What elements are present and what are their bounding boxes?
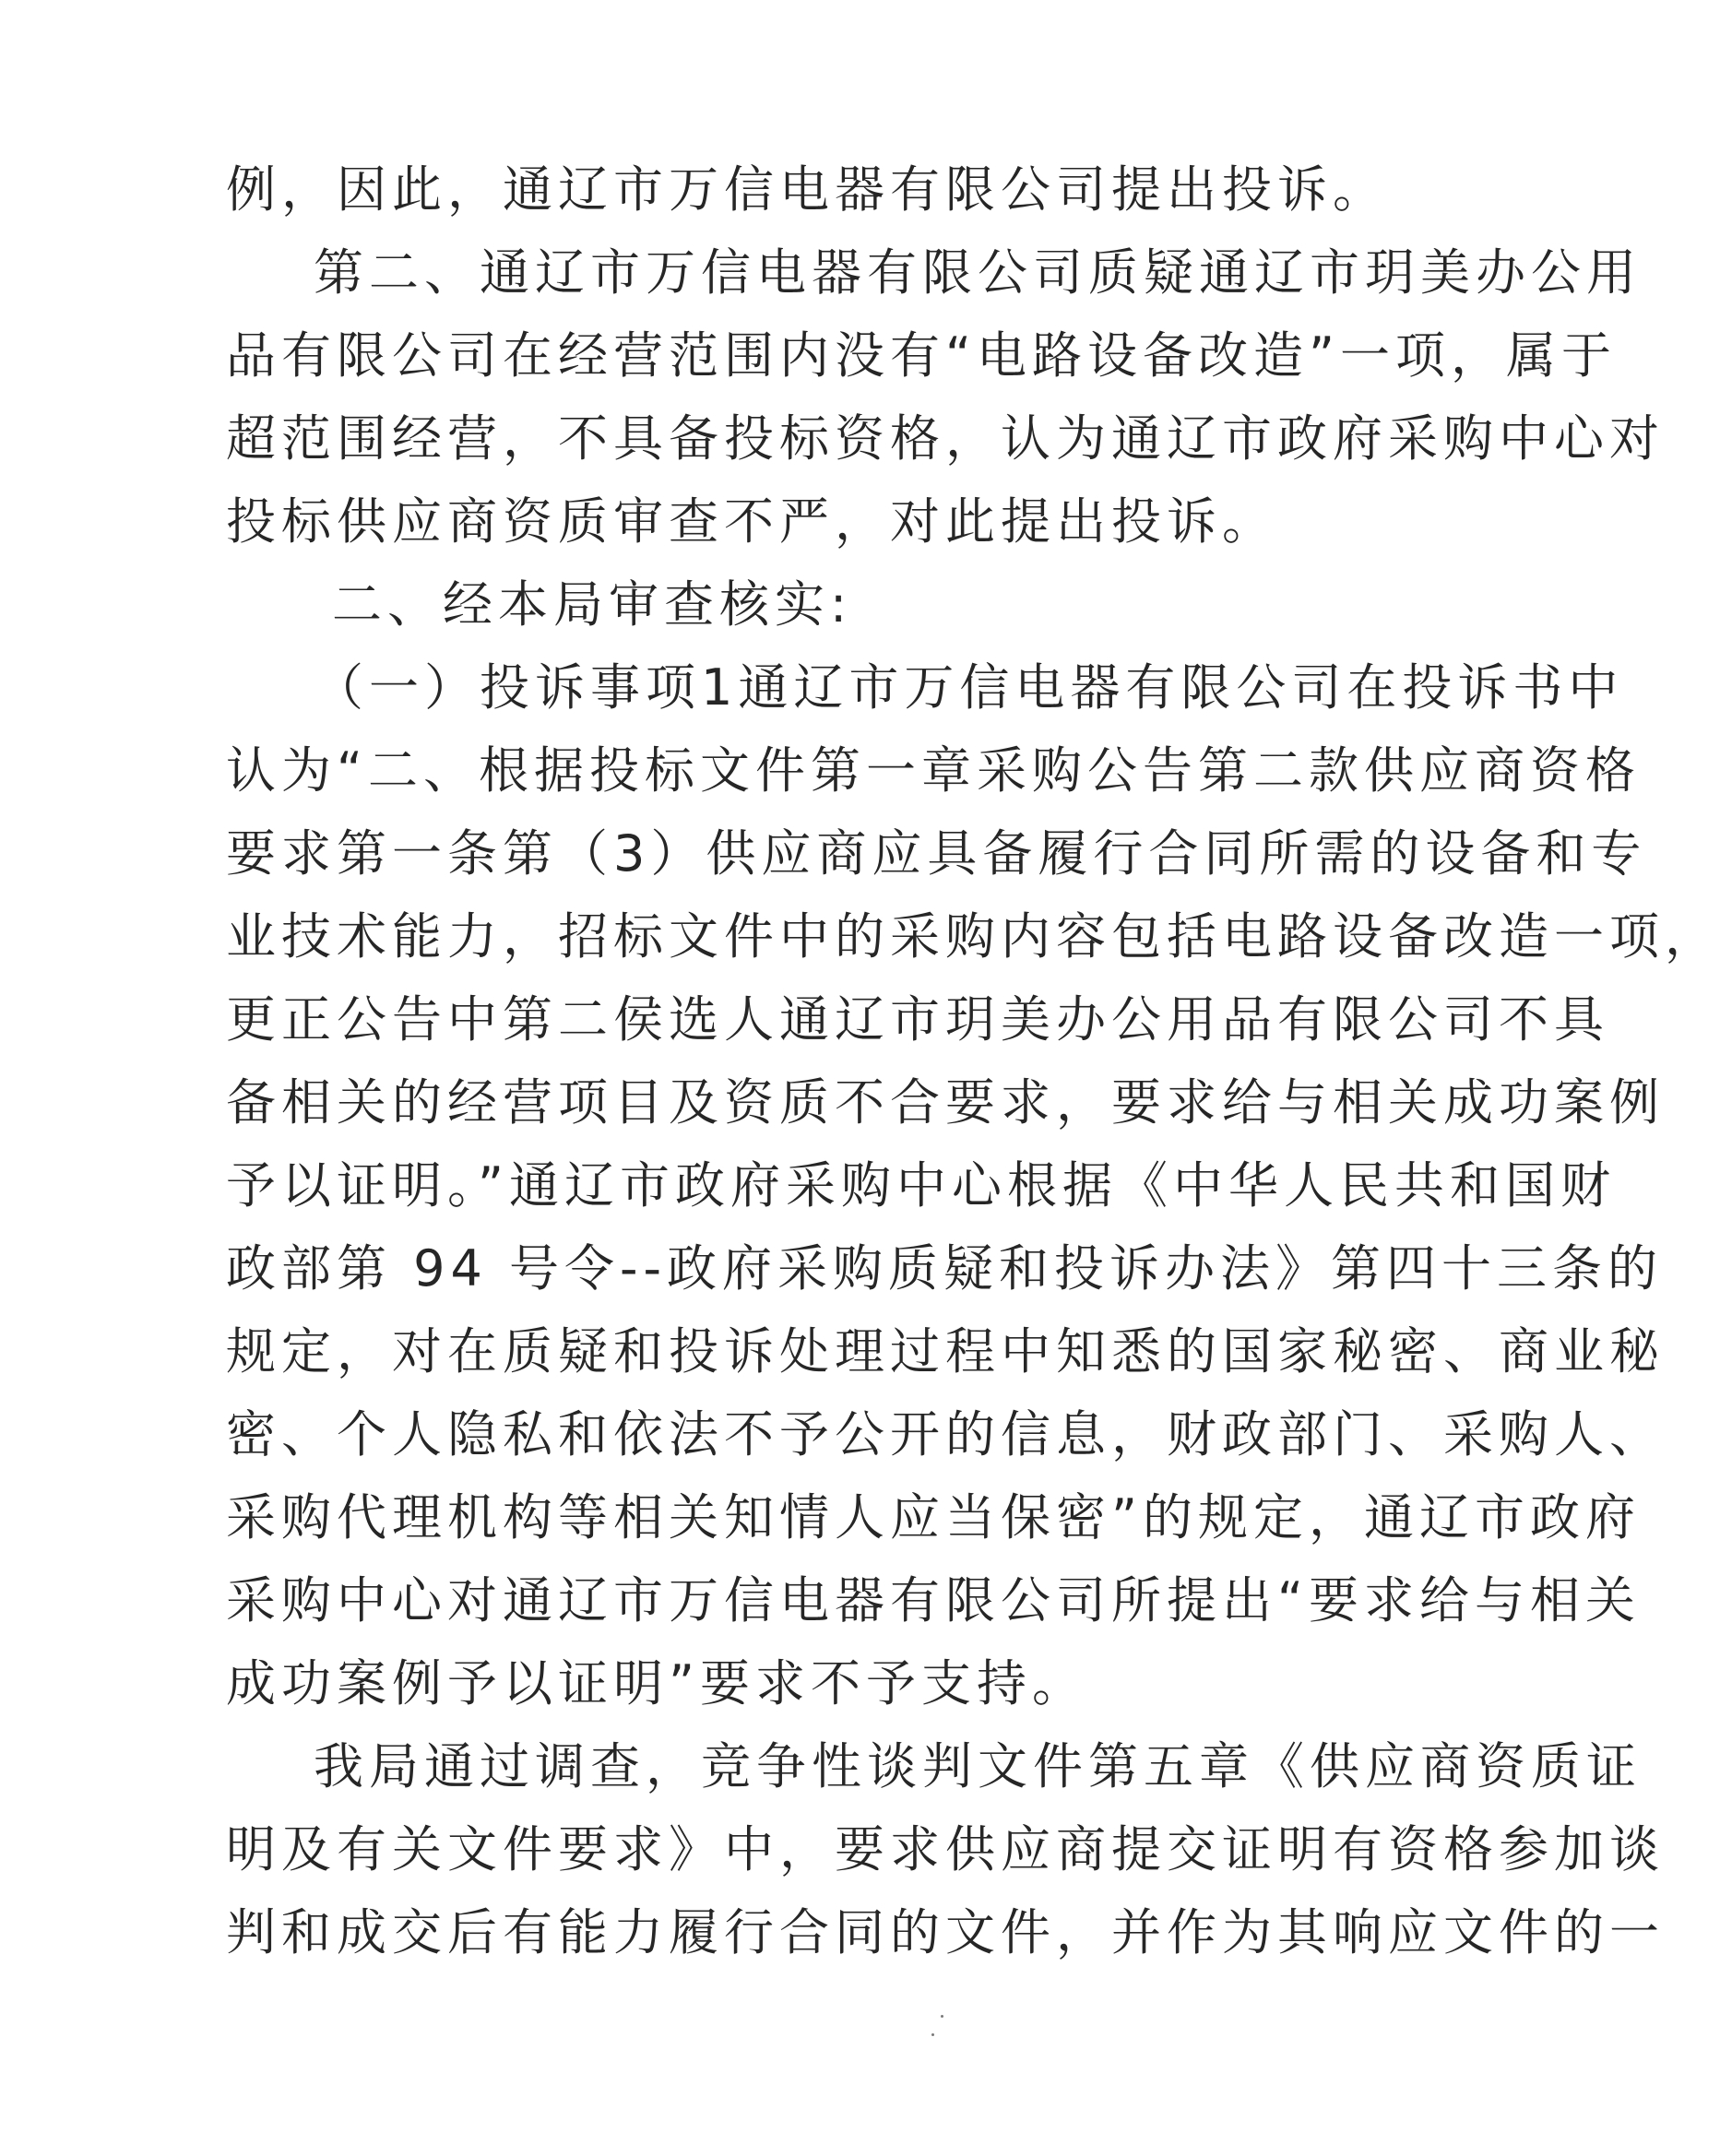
text-line-12: 备相关的经营项目及资质不合要求，要求给与相关成功案例	[226, 1073, 1665, 1131]
text-line-21: 明及有关文件要求》中，要求供应商提交证明有资格参加谈	[226, 1820, 1665, 1878]
section-heading: 二、经本局审查核实:	[332, 575, 853, 634]
text-line-20: 我局通过调查，竞争性谈判文件第五章《供应商资质证	[314, 1737, 1642, 1795]
text-line-4: 超范围经营，不具备投标资格，认为通辽市政府采购中心对	[226, 409, 1665, 468]
text-line-13: 予以证明。”通辽市政府采购中心根据《中华人民共和国财	[226, 1156, 1616, 1214]
text-line-11: 更正公告中第二侯选人通辽市玥美办公用品有限公司不具	[226, 990, 1609, 1048]
text-line-22: 判和成交后有能力履行合同的文件，并作为其响应文件的一	[226, 1903, 1665, 1961]
text-line-16: 密、个人隐私和依法不予公开的信息，财政部门、采购人、	[226, 1405, 1665, 1463]
text-line-7: （一）投诉事项1通辽市万信电器有限公司在投诉书中	[314, 658, 1624, 717]
text-line-17: 采购代理机构等相关知情人应当保密”的规定，通辽市政府	[226, 1488, 1641, 1546]
text-line-9: 要求第一条第（3）供应商应具备履行合同所需的设备和专	[226, 824, 1647, 883]
text-line-8: 认为“二、根据投标文件第一章采购公告第二款供应商资格	[226, 741, 1641, 800]
scan-speck	[941, 2015, 943, 2018]
text-line-15: 规定，对在质疑和投诉处理过程中知悉的国家秘密、商业秘	[226, 1322, 1665, 1380]
text-line-1: 例，因此，通辽市万信电器有限公司提出投诉。	[226, 160, 1388, 219]
text-line-5: 投标供应商资质审查不严，对此提出投诉。	[226, 492, 1277, 551]
text-line-19: 成功案例予以证明”要求不予支持。	[226, 1654, 1087, 1712]
text-line-2: 第二、通辽市万信电器有限公司质疑通辽市玥美办公用	[314, 243, 1642, 302]
text-line-3: 品有限公司在经营范围内没有“电路设备改造”一项，属于	[226, 326, 1617, 385]
text-line-10: 业技术能力，招标文件中的采购内容包括电路设备改造一项，	[226, 907, 1720, 965]
text-line-18: 采购中心对通辽市万信电器有限公司所提出“要求给与相关	[226, 1571, 1641, 1629]
scan-speck	[931, 2033, 934, 2036]
text-line-14: 政部第 94 号令--政府采购质疑和投诉办法》第四十三条的	[226, 1239, 1664, 1297]
